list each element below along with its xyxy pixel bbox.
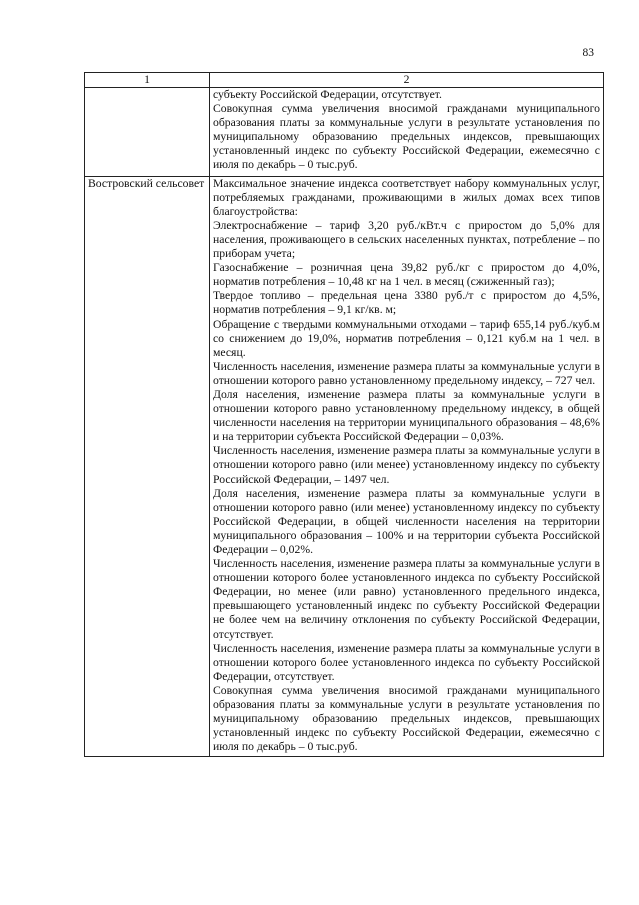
paragraph: Твердое топливо – предельная цена 3380 руб./т с приростом до 4,5%, норматив потребления – 9,1 кг/кв. м; — [213, 289, 600, 317]
paragraph: Совокупная сумма увеличения вносимой гражданами муниципального образования платы за коммунальные услуги в результате установления по муниципальному образованию предельных индексов, превышающих установленный индекс по субъекту Российской Федерации, ежемесячно с июля по декабрь – 0 тыс.руб. — [213, 102, 600, 172]
column-header-1: 1 — [85, 73, 210, 88]
paragraph: Обращение с твердыми коммунальными отходами – тариф 655,14 руб./куб.м со снижением до 19,0%, норматив потребления – 0,121 куб.м на 1 чел. в месяц. — [213, 317, 600, 359]
paragraph: Численность населения, изменение размера платы за коммунальные услуги в отношении которого равно установленному предельному индексу, – 727 чел. — [213, 359, 600, 387]
column-header-2: 2 — [210, 73, 604, 88]
paragraph: Максимальное значение индекса соответствует набору коммунальных услуг, потребляемых гражданами, проживающими в жилых домах всех типов благоустройства: — [213, 176, 600, 218]
paragraph: Численность населения, изменение размера платы за коммунальные услуги в отношении которого более установленного индекса по субъекту Российской Федерации, отсутствует. — [213, 641, 600, 683]
paragraph: субъекту Российской Федерации, отсутствует. — [213, 88, 442, 101]
row-label: Востровский сельсовет — [85, 176, 210, 757]
paragraph: Численность населения, изменение размера платы за коммунальные услуги в отношении которого равно (или менее) установленному индексу по субъекту Российской Федерации, – 1497 чел. — [213, 444, 600, 486]
table-header-row — [85, 73, 604, 88]
paragraph: Доля населения, изменение размера платы за коммунальные услуги в отношении которого равно (или менее) установленному индексу по субъекту Российской Федерации, в общей численности населения на территории муниципального образования – 100% и на территории субъекта Российской Федерации – 0,02%. — [213, 486, 600, 556]
row-text — [210, 88, 604, 177]
paragraph: Численность населения, изменение размера платы за коммунальные услуги в отношении которого более установленного индекса по субъекту Российской Федерации, но менее (или равно) установленного предельного индекса, превышающего установленный индекс по субъекту Российской Федерации не более чем на величину отклонения по субъекту Российской Федерации, отсутствует. — [213, 557, 600, 641]
row-text — [210, 176, 604, 757]
paragraph: Электроснабжение – тариф 3,20 руб./кВт.ч с приростом до 5,0% для населения, проживающего в сельских населенных пунктах, потребление – по приборам учета; — [213, 218, 600, 261]
paragraph: Совокупная сумма увеличения вносимой гражданами муниципального образования платы за коммунальные услуги в результате установления по муниципальному образованию предельных индексов, превышающих установленный индекс по субъекту Российской Федерации, ежемесячно с июля по декабрь – 0 тыс.руб. — [213, 683, 600, 754]
paragraph: Газоснабжение – розничная цена 39,82 руб./кг с приростом до 4,0%, норматив потребления – 10,48 кг на 1 чел. в месяц (сжиженный газ); — [213, 261, 600, 289]
document-table — [84, 72, 604, 757]
table-row — [85, 176, 604, 757]
page-number: 83 — [582, 47, 594, 59]
paragraph: Доля населения, изменение размера платы за коммунальные услуги в отношении которого равно установленному предельному индексу, в общей численности населения на территории муниципального образования – 48,6% и на территории субъекта Российской Федерации – 0,03%. — [213, 387, 600, 444]
table-row — [85, 88, 604, 177]
row-label — [85, 88, 210, 177]
